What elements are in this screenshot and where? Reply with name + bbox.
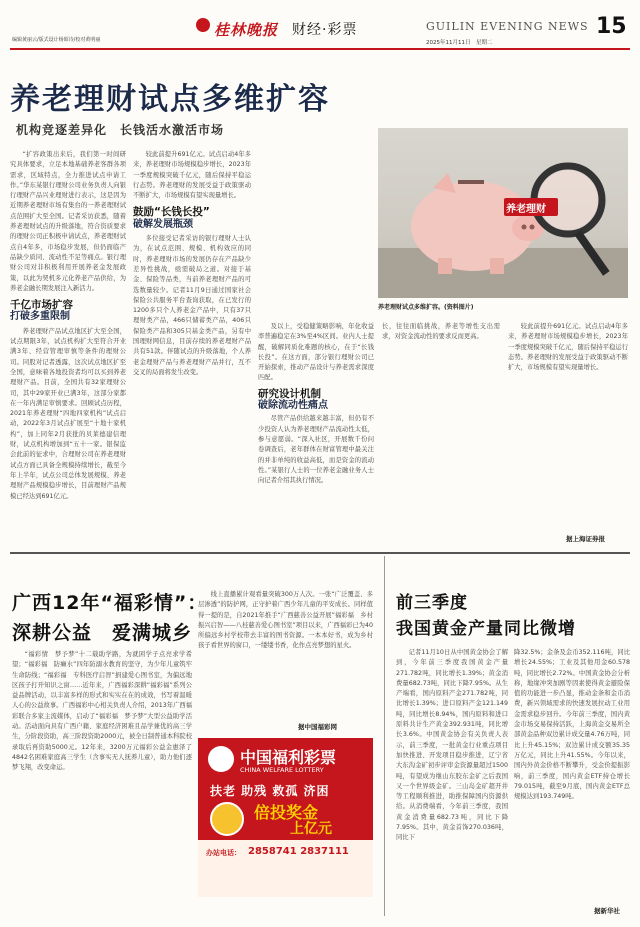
welfare-phone: 2858741 2837111 <box>248 846 349 857</box>
lottery-ball-icon <box>210 802 244 836</box>
piggy-bank-illustration <box>378 128 628 298</box>
main-subheadline: 机构竞逐差异化 长钱活水激活市场 <box>16 123 225 137</box>
piggy-bank-photo <box>378 128 628 298</box>
main-col3-text-a: 及以上，受稳健策略影响，年化收益率普遍稳定在3%至4%区间。业内人士提醒，破解同质化难题的核心，在于“长钱长投”。在这方面，部分银行理财公司已开始探索，推动产品设计与养老需求深度匹配。 <box>258 323 374 382</box>
header-rule <box>10 48 630 50</box>
welfare-slogan: 扶老 助残 救孤 济困 <box>210 784 330 798</box>
section-name: 财经·彩票 <box>292 22 358 38</box>
main-col-3 <box>258 322 374 550</box>
editors-credit: 编辑黄丽云/版式设计杨昭诗/校对黄明丽 <box>12 37 101 43</box>
main-intro-text: “扩容政策出来后，我们第一时间研究具体要求，立足本地基础养老客群各项需求，区域特点，全力推进试点申请工作。”华东某银行理财公司业务负责人向银行理财产品兴业理财进行表示，这是因为近期养老理财市场有集台的一养老理财试点范围扩大至全国。记者采访获悉，随着养老理财试点的升级落地，符合资质要求的理财公司正积极申请试点，养老理财试点自4年多，市场稳步发展，但仍面临产品缺少质同、流动性不足等痛点。银行理财公司对非积极利用开展养老金发展政策，以此为契机多元化养老产品供给，为养老金融长期发展注入新活力。 <box>10 151 126 292</box>
welfare-phone-label: 办站电话： <box>206 849 241 857</box>
gold-body-text-2: 降32.5%；金条及金币352.116吨，同比增长24.55%；工业及其他用金60.578吨，同比增长2.72%。中国黄金协会分析称，地缘冲突加剧等因素使得黄金避险保值的功能进一步凸显，推动金条和金币消费，新兴领域需求的快速发展拉动工业用金需求稳步回升。今年前三季度，国内黄金市场交易保持活跃，上海黄金交易所全部黄金品种双边累计成交量4.76万吨，同比上升45.15%；双边累计成交额35.35万亿元，同比上升41.55%。今年以来，国内外黄金价格不断攀升，受金价提振影响，前三季度，国内黄金ETF持仓增长79.015吨，截至9月底，国内黄金ETF总规模达到193.749吨。 <box>514 649 630 801</box>
main-section1-title: 千亿市场扩容 <box>10 299 73 312</box>
main-source: 据上海证券报 <box>566 535 605 543</box>
main-section1-sub: 打破多重限制 <box>10 311 70 323</box>
gold-source: 据新华社 <box>594 907 620 915</box>
main-col5-text: 较此前提升691亿元。试点启动4年多来，养老理财市场规模稳步增长，2023年一季度规模突破千亿元，随后保持平稳运行态势。养老理财的发展受益于政策驱动不断扩大，市场规模有望实现量增长。 <box>508 323 628 372</box>
gold-headline-1: 前三季度 <box>396 593 468 613</box>
welfare-col-2 <box>198 590 373 735</box>
main-section2-title: 鼓励“长钱长投” <box>133 206 210 219</box>
welfare-ad-footer <box>198 840 373 897</box>
gold-col-1 <box>396 648 508 916</box>
gold-headline-2: 我国黄金产量同比微增 <box>396 619 576 639</box>
welfare-source: 据中国福彩网 <box>298 723 337 731</box>
gold-col-2 <box>514 648 630 906</box>
welfare-logo-cn: 中国福利彩票 <box>240 748 337 767</box>
main-col-1 <box>10 150 126 550</box>
main-col-5 <box>508 322 628 532</box>
welfare-promo: 倍投奖金 <box>254 803 319 822</box>
main-section3-sub: 破除流动性痛点 <box>258 400 328 412</box>
main-col4-text: 长，往往面临挑战，养老等增性支出需求，对资金流动性的要求反而更高。 <box>382 323 500 341</box>
welfare-promo-amount: 上亿元 <box>290 821 332 837</box>
welfare-body-text: “福彩情 梦予梦”十二载助学路，为就困学子点亮求学希望；“福彩福 防癞水”四年防溺水教育的坚守，为少年儿童筑牢生命防线；“福彩福 专科医疗启智”捐建爱心图书室，为偏远地区孩子打开知识之窗……近年来，广西福彩深耕“福彩福”系列公益品牌活动，以丰富多样的形式和实实在在的成效，书写着温暖人心的公益故事。广西福彩中心相关负责人介绍，2013年广西福彩联合多家主流媒体，启动了“福彩福 梦予梦”大型公益助学活动。活动面向具有广西户籍、家庭经济困难且品学兼优的高三学生，分阶段资助，高三阶段资助2000元，被全日制普通本科院校录取后再资助5000元。12年来，3200万元福彩公益金惠泽了4842名困难家庭高三学生（含事实无人抚养儿童），助力他们逐梦飞翔，改变命运。 <box>12 651 192 772</box>
main-section1-text: 养老理财产品试点地区扩大至全国，试点期限3年，试点机构扩大至符合开业满3年、经营管理审慎等条件的理财公司。同股对记者透露，这次试点地区扩至全国，意味着各地投资者均可以买到养老理财产品。目前，全国共有32家理财公司，其中29家开业已满3年，这部分家都在一年内满足审慎要求。回顾试点历程，2021年养老理财“四地四家机构”试点启动，2022年3月试点扩展至“十地十家机构”，加上同年2月获批的贝莱德建信理财，试点机构增加到“五十一家。银保监会此前的征求中，合理财公司在养老理财试点方面已具备全规模持续增长，截至今年上半年，试点公司总体发展规模、养老理财产品规模稳步增长，目前理财产品规模已经达到691亿元。 <box>10 327 126 500</box>
welfare-col-1 <box>12 650 192 920</box>
issue-date: 2025年11月11日 星期二 <box>426 40 493 46</box>
paper-logo-icon <box>196 18 210 32</box>
main-section2-sub: 破解发展瓶颈 <box>133 218 193 230</box>
photo-label: 养老理财 <box>506 204 546 215</box>
paper-english-name: GUILIN EVENING NEWS <box>426 20 589 33</box>
page-header <box>0 0 640 50</box>
welfare-logo-icon <box>208 746 234 772</box>
welfare-headline-1: 广西12年“福彩情”： <box>12 592 208 614</box>
welfare-logo-en: CHINA WELFARE LOTTERY <box>240 766 324 774</box>
main-col2-text-b: 多位接受记者采访的银行理财人士认为，在试点范围、规模、机构效应的同时，养老理财市场的发展仍存在产品缺少差异性挑战，亟需破局之道。对接于基金、保险等品类，当前养老理财产品的可选数量较少。记者11月9日通过国家社会保险公共服务平台查询获取，在已发行的1200多只个人养老金产品中，只有37只理财类产品，466只储蓄类产品，406只保险类产品和305只基金类产品，另有中国理财网信息，目前存续的养老理财产品共有51款。伴随试点的升级落地，个人养老金理财产品与养老理财产品并行，互不交叉的局面将发生改变。 <box>133 235 251 376</box>
welfare-body-text-2: 线上直播累计观看量突破300万人次。一张“广泛覆盖、多层渗透”的防护网，正守护着广西少年儿童的平安成长。同样值得一提的是，自2021年推手“广西慈善公益开展”福彩福 乡村振兴启智——八桂慈善爱心图书室”项目以来，广西福彩已为40所偏远乡村学校带去丰富的图书资源。一本本好书，成为乡村孩子看世界的窗口，一缕缕书香，化作点亮梦想的星火。 <box>198 591 373 650</box>
main-col-2 <box>133 150 251 550</box>
main-col2-text-a: 较此前提升691亿元。试点启动4年多来，养老理财市场规模稳步增长，2023年一季度规模突破千亿元，随后保持平稳运行态势。养老理财的发展受益于政策驱动不断扩大，市场规模有望实现量增长。 <box>133 151 251 200</box>
page-number: 15 <box>596 14 627 39</box>
main-col3-text-b: 尽管产品供给越来越丰富，但仍有不少投资人认为养老理财产品流动性太低，参与意愿弱。“深入社区，开展数千份问卷调查后，老年群体在财富管理中最关注的并非单纯的收益高低，而是资金的流动性。”某银行人士的一位养老金融业务人士向记者介绍其执行情况。 <box>258 415 374 485</box>
welfare-headline-2: 深耕公益 爱满城乡 <box>12 622 193 644</box>
section-divider <box>10 552 630 554</box>
gold-body-text: 记者11月10日从中国黄金协会了解到，今年前三季度我国黄金产量271.782吨，同比增长1.39%；黄金消费量682.73吨，同比下降7.95%。从生产端看，国内原料产金271.782吨，同比增长1.39%；进口原料产金121.149吨，同比增长8.94%，国内原料和进口原料共计生产黄金392.931吨，同比增长3.6%。中国黄金协会有关负责人表示，前三季度，一批黄金行业重点项目加快推进、开发项目稳步推进，辽宁省大东沟金矿初步评审金资源量超过1500吨，有望成为继山东胶东金矿之后我国又一个世界级金矿。三山岛金矿超开井等工程顺利推进，助推保障国内资源供给。从消费端看，今年前三季度，我国黄金消费量682.73吨，同比下降7.95%。其中，黄金首饰270.036吨，同比下 <box>396 649 508 842</box>
paper-name: 桂林晚报 <box>214 21 279 39</box>
main-headline: 养老理财试点多维扩容 <box>10 82 330 117</box>
photo-caption: 养老理财试点多维扩容。(资料图片) <box>378 304 474 311</box>
main-section3-title: 研究设计机制 <box>258 387 321 400</box>
gold-divider <box>384 556 385 916</box>
main-col-4 <box>382 322 500 532</box>
welfare-lottery-ad <box>198 738 373 840</box>
